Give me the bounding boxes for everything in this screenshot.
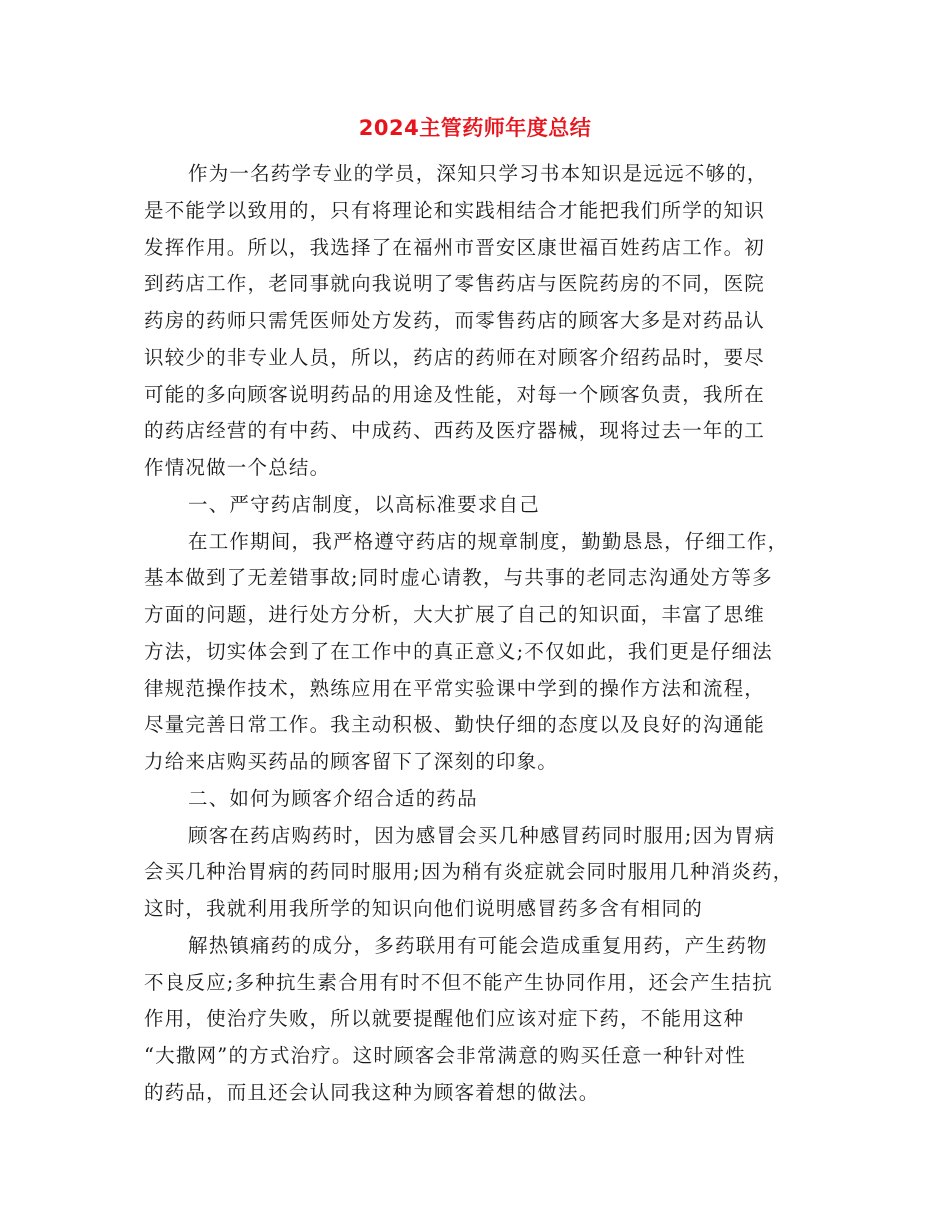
text-line: 作为一名药学专业的学员，深知只学习书本知识是远远不够的， (188, 162, 768, 185)
text-line: 作用，使治疗失败，所以就要提醒他们应该对症下药，不能用这种 (144, 1007, 745, 1031)
text-line: 会买几种治胃病的药同时服用;因为稍有炎症就会同时服用几种消炎药， (144, 860, 794, 884)
text-line: 方法，切实体会到了在工作中的真正意义;不仅如此，我们更是仔细法 (144, 639, 773, 663)
text-line: 顾客在药店购药时，因为感冒会买几种感冒药同时服用;因为胃病 (188, 823, 776, 847)
text-line: 不良反应;多种抗生素合用有时不但不能产生协同作用，还会产生拮抗 (144, 970, 773, 994)
text-line: 方面的问题，进行处方分析，大大扩展了自己的知识面，丰富了思维 (144, 603, 766, 626)
text-line: 在工作期间，我严格遵守药店的规章制度，勤勤恳恳，仔细工作， (188, 529, 789, 553)
text-line: 一、严守药店制度，以高标准要求自己 (188, 492, 540, 516)
document-body (144, 156, 824, 1112)
document-title: 2024主管药师年度总结 (358, 116, 592, 140)
text-line: 发挥作用。所以，我选择了在福州市晋安区康世福百姓药店工作。初 (144, 235, 766, 259)
text-line: 作情况做一个总结。 (144, 456, 331, 479)
text-line: 律规范操作技术，熟练应用在平常实验课中学到的操作方法和流程， (144, 676, 766, 700)
text-line: 力给来店购买药品的顾客留下了深刻的印象。 (144, 750, 559, 773)
text-line: “大撒网”的方式治疗。这时顾客会非常满意的购买任意一种针对性 (144, 1044, 746, 1067)
text-line: 的药品，而且还会认同我这种为顾客着想的做法。 (144, 1080, 600, 1104)
text-line: 基本做到了无差错事故;同时虚心请教，与共事的老同志沟通处方等多 (144, 566, 773, 590)
text-line: 到药店工作，老同事就向我说明了零售药店与医院药房的不同，医院 (144, 272, 766, 296)
text-line: 药房的药师只需凭医师处方发药，而零售药店的顾客大多是对药品认 (144, 309, 766, 332)
text-line: 的药店经营的有中药、中成药、西药及医疗器械，现将过去一年的工 (144, 419, 766, 443)
text-line: 这时，我就利用我所学的知识向他们说明感冒药多含有相同的 (144, 897, 703, 920)
text-line: 解热镇痛药的成分，多药联用有可能会造成重复用药，产生药物 (188, 933, 768, 957)
text-line: 识较少的非专业人员，所以，药店的药师在对顾客介绍药品时，要尽 (144, 345, 766, 369)
text-line: 尽量完善日常工作。我主动积极、勤快仔细的态度以及良好的沟通能 (144, 713, 766, 737)
text-line: 是不能学以致用的，只有将理论和实践相结合才能把我们所学的知识 (144, 198, 766, 222)
text-line: 可能的多向顾客说明药品的用途及性能，对每一个顾客负责，我所在 (144, 382, 766, 406)
text-line: 二、如何为顾客介绍合适的药品 (188, 786, 478, 810)
